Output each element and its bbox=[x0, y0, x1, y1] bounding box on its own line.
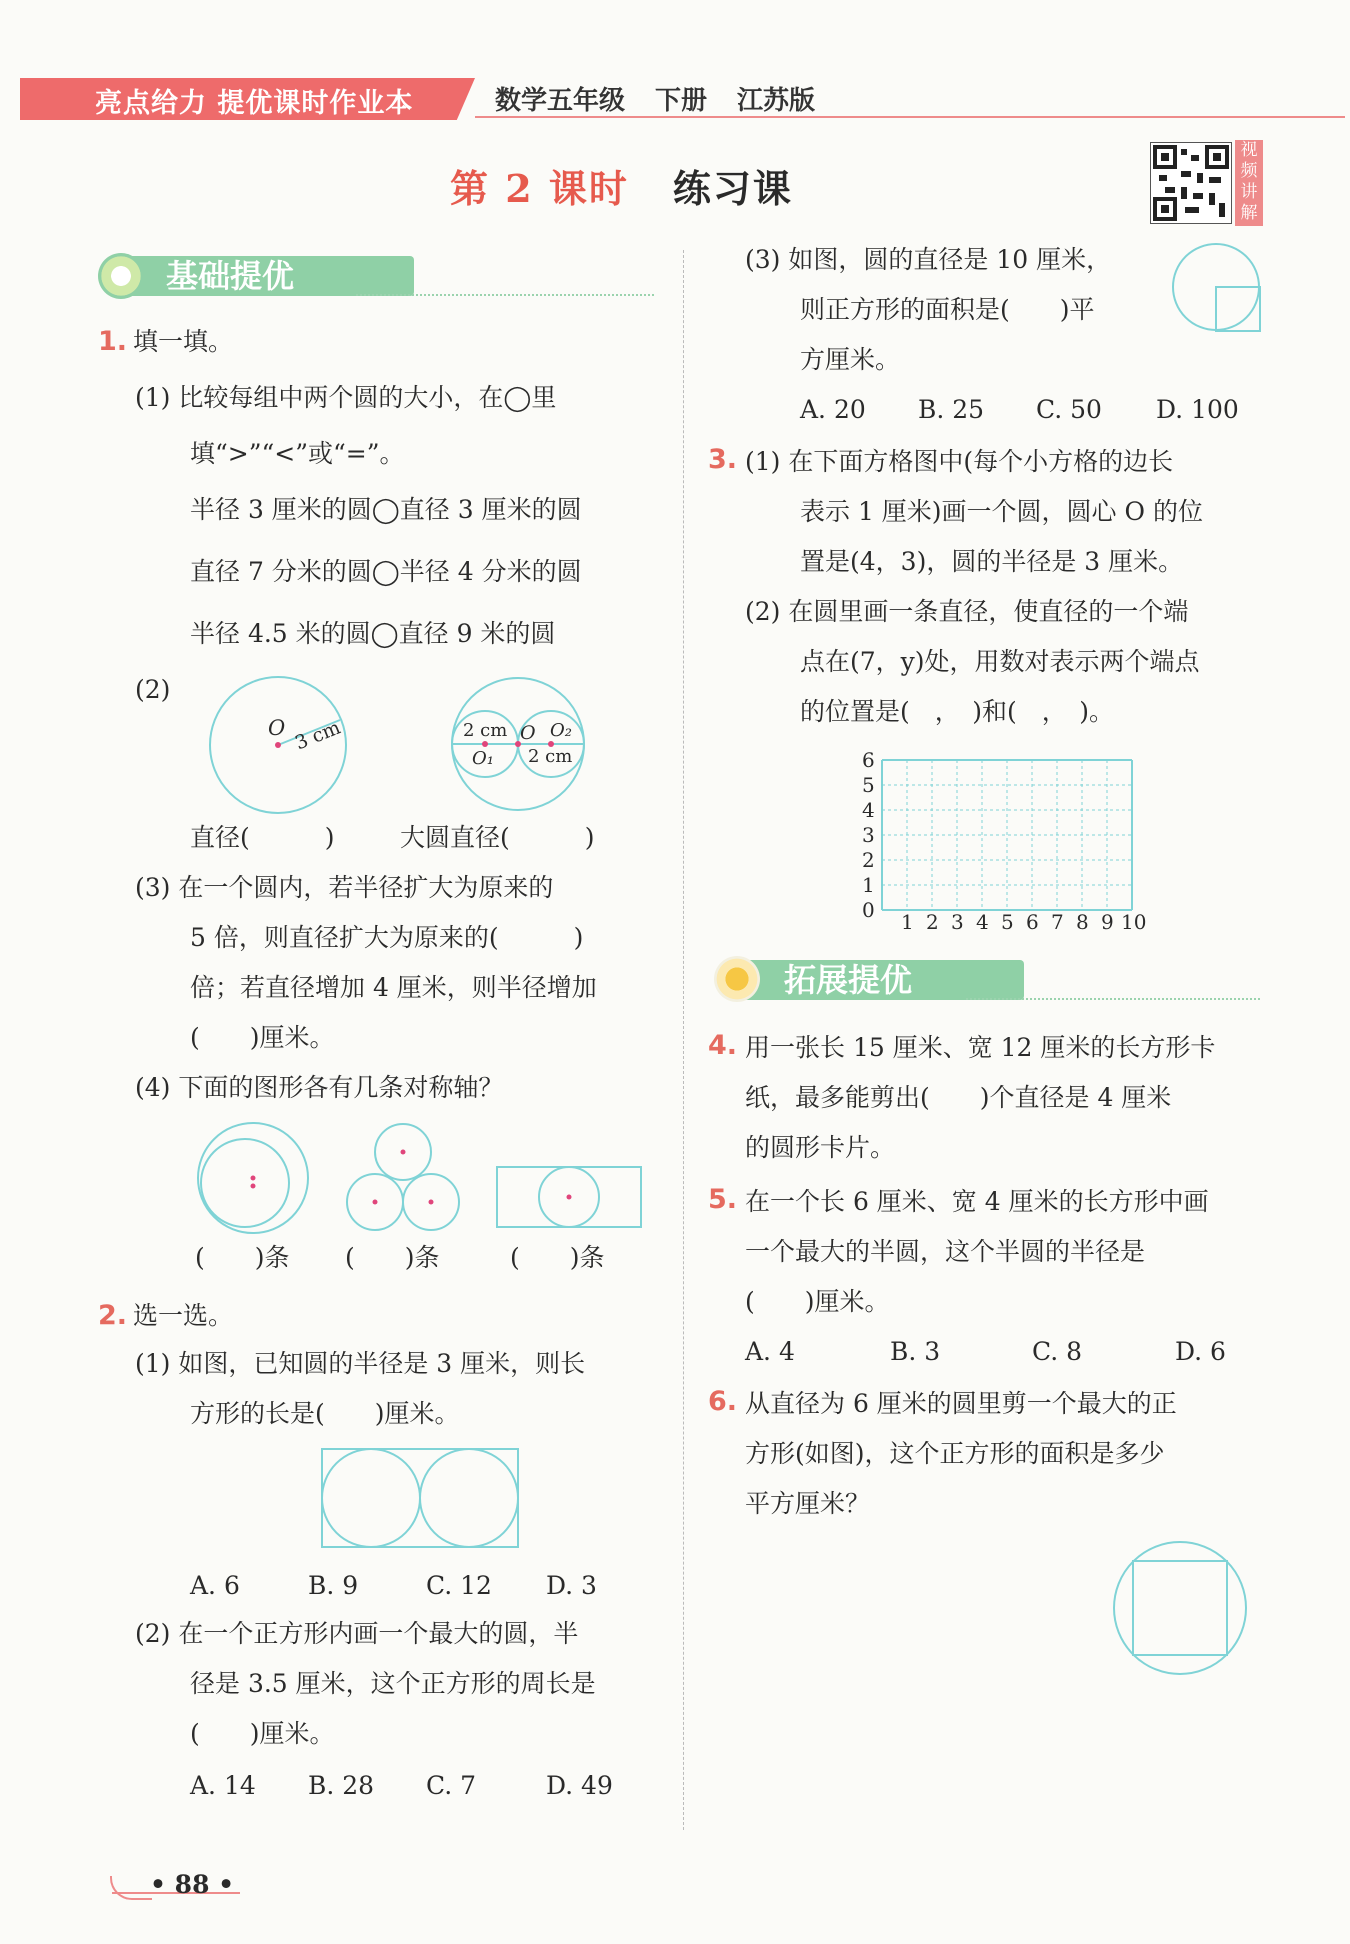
edition: 江苏版 bbox=[737, 86, 816, 116]
option[interactable]: B. 25 bbox=[918, 395, 985, 424]
axis-answer[interactable]: ( )条 bbox=[345, 1243, 440, 1272]
section-extended-rule bbox=[966, 998, 1260, 1000]
q2-p2-line: 径是 3.5 厘米，这个正方形的周长是 bbox=[190, 1669, 596, 1698]
column-divider bbox=[683, 250, 684, 1830]
option[interactable]: A. 14 bbox=[190, 1771, 256, 1800]
option[interactable]: B. 28 bbox=[308, 1771, 375, 1800]
q2-p2-line: ( )厘米。 bbox=[190, 1719, 335, 1748]
flower-icon bbox=[98, 253, 144, 299]
page-number: • 88 • bbox=[150, 1870, 235, 1899]
circle-radius-figure bbox=[205, 672, 355, 822]
grid-y-label: 5 bbox=[862, 773, 875, 797]
compare-item: 半径 4.5 米的圆◯直径 9 米的圆 bbox=[190, 619, 556, 648]
trophy-icon bbox=[714, 956, 760, 1002]
q1-p4: (4) 下面的图形各有几条对称轴？ bbox=[135, 1073, 504, 1102]
figure-label-radius: 3 cm bbox=[292, 716, 344, 755]
square-in-circle-figure bbox=[1112, 1540, 1252, 1680]
circle-square-figure bbox=[1172, 243, 1264, 335]
q1-p1-line2: 填“>”“<”或“=”。 bbox=[190, 439, 405, 468]
q4-number: 4. bbox=[708, 1030, 738, 1061]
section-basic-rule bbox=[356, 294, 654, 296]
grid-x-label: 7 bbox=[1051, 910, 1064, 934]
book-info bbox=[495, 80, 815, 117]
q6-line: 方形(如图)，这个正方形的面积是多少 bbox=[745, 1439, 1165, 1468]
grid-x-label: 2 bbox=[926, 910, 939, 934]
option[interactable]: C. 50 bbox=[1036, 395, 1102, 424]
nested-circles-figure bbox=[195, 1120, 315, 1240]
q2-p3-line: 方厘米。 bbox=[800, 345, 901, 374]
lesson-number: 第 2 课时 bbox=[450, 166, 629, 211]
two-circles-rect-figure bbox=[320, 1447, 520, 1551]
header-rule bbox=[475, 116, 1345, 118]
q3-p2-line: (2) 在圆里画一条直径，使直径的一个端 bbox=[745, 597, 1189, 626]
option[interactable]: C. 12 bbox=[426, 1571, 492, 1600]
q2-p2-line: (2) 在一个正方形内画一个最大的圆，半 bbox=[135, 1619, 579, 1648]
grid-y-label: 1 bbox=[862, 873, 875, 897]
q1-p3-line: ( )厘米。 bbox=[190, 1023, 335, 1052]
q4-line: 用一张长 15 厘米、宽 12 厘米的长方形卡 bbox=[745, 1033, 1216, 1062]
q3-p1-line: 置是(4，3)，圆的半径是 3 厘米。 bbox=[800, 547, 1184, 576]
q1-p3-line: (3) 在一个圆内，若半径扩大为原来的 bbox=[135, 873, 554, 902]
option[interactable]: A. 20 bbox=[800, 395, 866, 424]
compare-item: 半径 3 厘米的圆◯直径 3 厘米的圆 bbox=[190, 495, 582, 524]
q6-number: 6. bbox=[708, 1386, 738, 1417]
q2-number: 2. bbox=[98, 1300, 128, 1331]
q3-p2-line: 的位置是( ， )和( ， )。 bbox=[800, 697, 1115, 726]
coordinate-grid[interactable] bbox=[880, 758, 1140, 910]
q2-stem: 选一选。 bbox=[133, 1301, 234, 1330]
option[interactable]: C. 8 bbox=[1032, 1337, 1083, 1366]
q1-p3-line: 5 倍，则直径扩大为原来的( ) bbox=[190, 923, 584, 952]
q1-number: 1. bbox=[98, 326, 128, 357]
option[interactable]: A. 6 bbox=[190, 1571, 240, 1600]
figure-label-o2: O₂ bbox=[550, 720, 572, 741]
figure-label-2cm: 2 cm bbox=[528, 746, 573, 767]
q5-line: ( )厘米。 bbox=[745, 1287, 890, 1316]
three-circles-figure bbox=[345, 1122, 465, 1242]
figure-label-2cm: 2 cm bbox=[463, 720, 508, 741]
grid-x-label: 8 bbox=[1076, 910, 1089, 934]
option[interactable]: D. 3 bbox=[546, 1571, 597, 1600]
grid-x-label: 9 bbox=[1101, 910, 1114, 934]
option[interactable]: A. 4 bbox=[745, 1337, 795, 1366]
grid-x-label: 6 bbox=[1026, 910, 1039, 934]
axis-answer[interactable]: ( )条 bbox=[195, 1243, 290, 1272]
q1-p3-line: 倍；若直径增加 4 厘米，则半径增加 bbox=[190, 973, 597, 1002]
q2-p3-line: 则正方形的面积是( )平 bbox=[800, 295, 1095, 324]
q2-p1-line: (1) 如图，已知圆的半径是 3 厘米，则长 bbox=[135, 1349, 586, 1378]
option[interactable]: D. 100 bbox=[1156, 395, 1239, 424]
section-extended: 拓展提优 bbox=[726, 960, 1024, 1000]
q3-p2-line: 点在(7，y)处，用数对表示两个端点 bbox=[800, 647, 1200, 676]
q2-p1-line: 方形的长是( )厘米。 bbox=[190, 1399, 460, 1428]
q6-line: 从直径为 6 厘米的圆里剪一个最大的正 bbox=[745, 1389, 1177, 1418]
axis-answer[interactable]: ( )条 bbox=[510, 1243, 605, 1272]
page-number-ornament bbox=[110, 1876, 152, 1900]
video-tag: 视频讲解 bbox=[1235, 140, 1263, 226]
q6-line: 平方厘米？ bbox=[745, 1489, 871, 1518]
q3-p1-line: (1) 在下面方格图中(每个小方格的边长 bbox=[745, 447, 1174, 476]
answer-big-diameter[interactable]: 大圆直径( ) bbox=[400, 823, 595, 852]
option[interactable]: B. 3 bbox=[890, 1337, 941, 1366]
q5-line: 在一个长 6 厘米、宽 4 厘米的长方形中画 bbox=[745, 1187, 1209, 1216]
subject: 数学五年级 bbox=[495, 86, 626, 116]
qr-code-icon[interactable] bbox=[1150, 142, 1232, 224]
q4-line: 纸，最多能剪出( )个直径是 4 厘米 bbox=[745, 1083, 1172, 1112]
qr-pattern bbox=[1151, 143, 1231, 223]
grid-y-label: 6 bbox=[862, 748, 875, 772]
grid-y-label: 4 bbox=[862, 798, 875, 822]
q3-p1-line: 表示 1 厘米)画一个圆，圆心 O 的位 bbox=[800, 497, 1203, 526]
brand-title: 亮点给力 提优课时作业本 bbox=[95, 88, 414, 119]
figure-label-o1: O₁ bbox=[472, 748, 494, 769]
page-title bbox=[450, 158, 793, 213]
section-basic: 基础提优 bbox=[108, 256, 414, 296]
q1-p1-line1: (1) 比较每组中两个圆的大小，在◯里 bbox=[135, 383, 557, 412]
grid-y-label: 2 bbox=[862, 848, 875, 872]
figure-label-o-center: O bbox=[520, 722, 536, 744]
q5-line: 一个最大的半圆，这个半圆的半径是 bbox=[745, 1237, 1146, 1266]
grid-x-label: 4 bbox=[976, 910, 989, 934]
grid-x-label: 10 bbox=[1121, 910, 1147, 934]
grid-y-label: 0 bbox=[862, 898, 875, 922]
q4-line: 的圆形卡片。 bbox=[745, 1133, 896, 1162]
q3-number: 3. bbox=[708, 444, 738, 475]
volume: 下册 bbox=[655, 86, 708, 116]
answer-diameter[interactable]: 直径( ) bbox=[190, 823, 335, 852]
q5-number: 5. bbox=[708, 1184, 738, 1215]
q1-p2-label: (2) bbox=[135, 675, 171, 704]
option[interactable]: B. 9 bbox=[308, 1571, 359, 1600]
compare-item: 直径 7 分米的圆◯半径 4 分米的圆 bbox=[190, 557, 582, 586]
option[interactable]: C. 7 bbox=[426, 1771, 477, 1800]
q2-p3-line: (3) 如图，圆的直径是 10 厘米， bbox=[745, 245, 1112, 274]
option[interactable]: D. 6 bbox=[1175, 1337, 1226, 1366]
grid-x-label: 3 bbox=[951, 910, 964, 934]
grid-x-label: 1 bbox=[901, 910, 914, 934]
option[interactable]: D. 49 bbox=[546, 1771, 613, 1800]
q1-stem: 填一填。 bbox=[133, 327, 234, 356]
grid-x-label: 5 bbox=[1001, 910, 1014, 934]
lesson-name: 练习课 bbox=[672, 166, 793, 211]
rect-circle-figure bbox=[495, 1165, 645, 1231]
grid-y-label: 3 bbox=[862, 823, 875, 847]
figure-label-o: O bbox=[268, 716, 286, 740]
